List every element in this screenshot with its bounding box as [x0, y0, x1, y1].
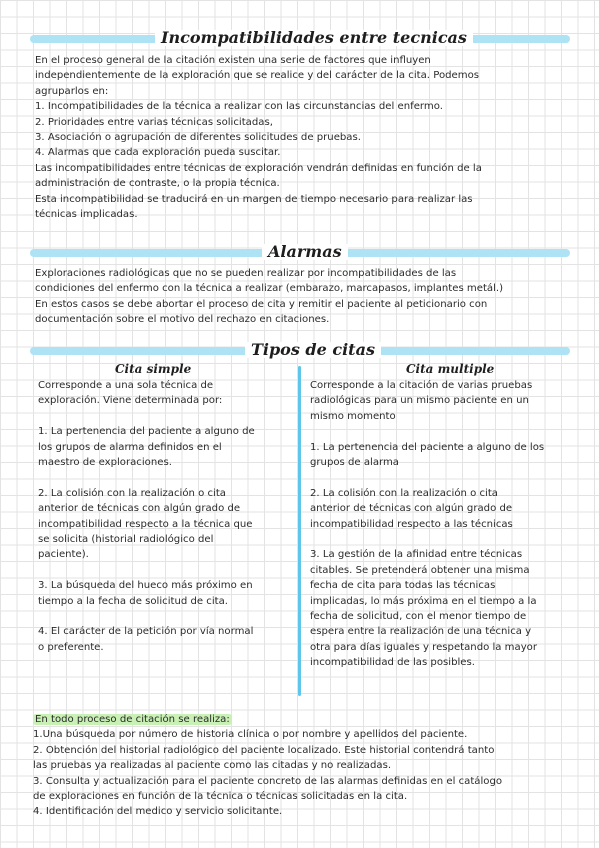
- text-line: las pruebas ya realizadas al paciente como las citadas y no realizadas.: [33, 760, 392, 772]
- list-item: o preferente.: [38, 641, 104, 653]
- text-line: Exploraciones radiológicas que no se pueden realizar por incompatibilidades de las: [35, 268, 457, 279]
- list-item: grupos de alarma: [310, 457, 399, 469]
- list-item: tiempo a la fecha de solicitud de cita.: [38, 595, 229, 607]
- text-line: Corresponde a la citación de varias pruebas: [310, 380, 533, 391]
- section-title-alarmas: Alarmas: [262, 244, 348, 260]
- cita-multiple-column: [310, 378, 544, 671]
- cita-simple-column: [38, 378, 255, 655]
- list-item: incompatibilidad respecto a las técnicas: [310, 518, 513, 530]
- text-line: técnicas implicadas.: [35, 209, 138, 221]
- alarmas-text: [35, 266, 503, 328]
- list-item: implicadas, lo más próxima en el tiempo a la: [310, 595, 537, 607]
- list-item: 2. Prioridades entre varias técnicas solicitadas,: [35, 116, 273, 128]
- text-line: En el proceso general de la citación existen una serie de factores que influyen: [35, 55, 431, 66]
- list-item: espera entre la realización de una técnica y: [310, 626, 532, 638]
- list-item: 4. Alarmas que cada exploración pueda suscitar.: [35, 147, 281, 159]
- list-item: 4. El carácter de la petición por vía normal: [38, 626, 254, 638]
- list-item: 2. La colisión con la realización o cita: [310, 487, 498, 499]
- list-item: 2. Obtención del historial radiológico del paciente localizado. Este historial contendrá tanto: [33, 744, 495, 756]
- list-item: 3. Consulta y actualización para el paciente concreto de las alarmas definidas en el catálogo: [33, 775, 503, 787]
- list-item: fecha de cita para todas las técnicas: [310, 580, 496, 592]
- list-item: citables. Se pretenderá obtener una misma: [310, 564, 530, 576]
- column-divider: [298, 366, 301, 696]
- list-item: 3. La búsqueda del hueco más próximo en: [38, 580, 253, 592]
- text-line: administración de contraste, o la propia técnica.: [35, 178, 280, 190]
- text-line: condiciones del enfermo con la técnica a realizar (embarazo, marcapasos, implantes metál.): [35, 283, 504, 295]
- list-item: 1. Incompatibilidades de la técnica a realizar con las circunstancias del enfermo.: [35, 101, 443, 113]
- list-item: se solicita (historial radiológico del: [38, 534, 214, 546]
- list-item: los grupos de alarma definidos en el: [38, 441, 222, 453]
- incompatibilidades-text: [35, 53, 482, 222]
- list-item: 1. La pertenencia del paciente a alguno de los: [310, 441, 545, 453]
- column-title-cita-simple: Cita simple: [115, 362, 192, 376]
- list-item: 3. Asociación o agrupación de diferentes solicitudes de pruebas.: [35, 132, 361, 144]
- list-item: 1.Una búsqueda por número de historia clínica o por nombre y apellidos del paciente.: [33, 729, 468, 741]
- list-item: otra para días iguales y respetando la mayor: [310, 641, 537, 653]
- text-line: independientemente de la exploración que se realice y del carácter de la cita. Podemos: [35, 70, 480, 82]
- text-line: Las incompatibilidades entre técnicas de exploración vendrán definidas en función de la: [35, 162, 482, 174]
- text-line: mismo momento: [310, 410, 396, 422]
- list-item: incompatibilidad de las posibles.: [310, 657, 475, 669]
- text-line: documentación sobre el motivo del rechazo en citaciones.: [35, 314, 330, 326]
- highlighted-heading: En todo proceso de citación se realiza:: [35, 714, 230, 725]
- list-item: paciente).: [38, 549, 89, 561]
- list-item: anterior de técnicas con algún grado de: [38, 503, 241, 515]
- section-title-tipos-de-citas: Tipos de citas: [245, 342, 381, 358]
- list-item: 3. La gestión de la afinidad entre técnicas: [310, 549, 523, 561]
- text-line: exploración. Viene determinada por:: [38, 395, 223, 407]
- column-title-cita-multiple: Cita multiple: [406, 362, 495, 376]
- list-item: anterior de técnicas con algún grado de: [310, 503, 513, 515]
- list-item: maestro de exploraciones.: [38, 457, 172, 469]
- list-item: fecha de solicitud, con el menor tiempo de: [310, 611, 527, 623]
- list-item: 2. La colisión con la realización o cita: [38, 487, 226, 499]
- text-line: [33, 712, 502, 727]
- text-line: agruparlos en:: [35, 85, 109, 97]
- text-line: Corresponde a una sola técnica de: [38, 380, 214, 391]
- text-line: de exploraciones en función de la técnica o técnicas solicitadas en la cita.: [33, 791, 408, 803]
- proceso-citacion-text: [33, 712, 502, 820]
- list-item: 1. La pertenencia del paciente a alguno de: [38, 426, 255, 438]
- list-item: incompatibilidad respecto a la técnica que: [38, 518, 253, 530]
- text-line: Esta incompatibilidad se traducirá en un margen de tiempo necesario para realizar las: [35, 193, 473, 205]
- text-line: radiológicas para un mismo paciente en un: [310, 395, 529, 407]
- list-item: 4. Identificación del medico y servicio solicitante.: [33, 806, 283, 818]
- text-line: En estos casos se debe abortar el proceso de cita y remitir el paciente al peticionario con: [35, 298, 488, 310]
- section-title-incompatibilidades: Incompatibilidades entre tecnicas: [155, 30, 473, 46]
